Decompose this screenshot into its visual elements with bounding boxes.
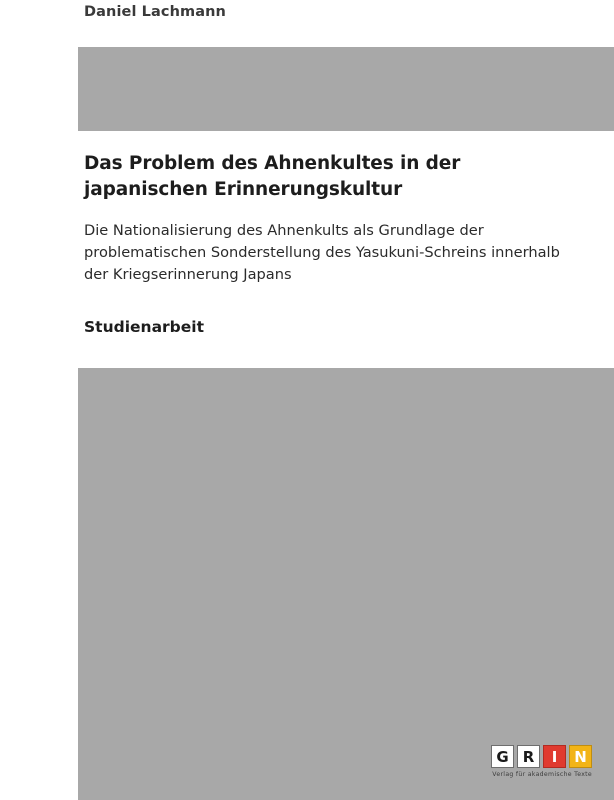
logo-letter-g: G (491, 745, 514, 768)
logo-letter-n: N (569, 745, 592, 768)
publisher-caption: Verlag für akademische Texte (492, 771, 592, 778)
title-block (78, 131, 614, 368)
logo-letter-r: R (517, 745, 540, 768)
publisher-logo (491, 745, 592, 778)
document-type-label: Studienarbeit (84, 317, 204, 336)
author-name: Daniel Lachmann (84, 4, 226, 20)
page-title: Das Problem des Ahnenkultes in der japanischen Erinnerungskultur (84, 153, 461, 200)
publisher-logo-letters (491, 745, 592, 768)
cover-left-margin-strip (0, 0, 78, 800)
page-subtitle: Die Nationalisierung des Ahnenkults als Grundlage der problematischen Sonderstellung des Yasukuni-Schreins innerhalb der Kriegserinnerung Japans (84, 222, 560, 283)
logo-letter-i: I (543, 745, 566, 768)
